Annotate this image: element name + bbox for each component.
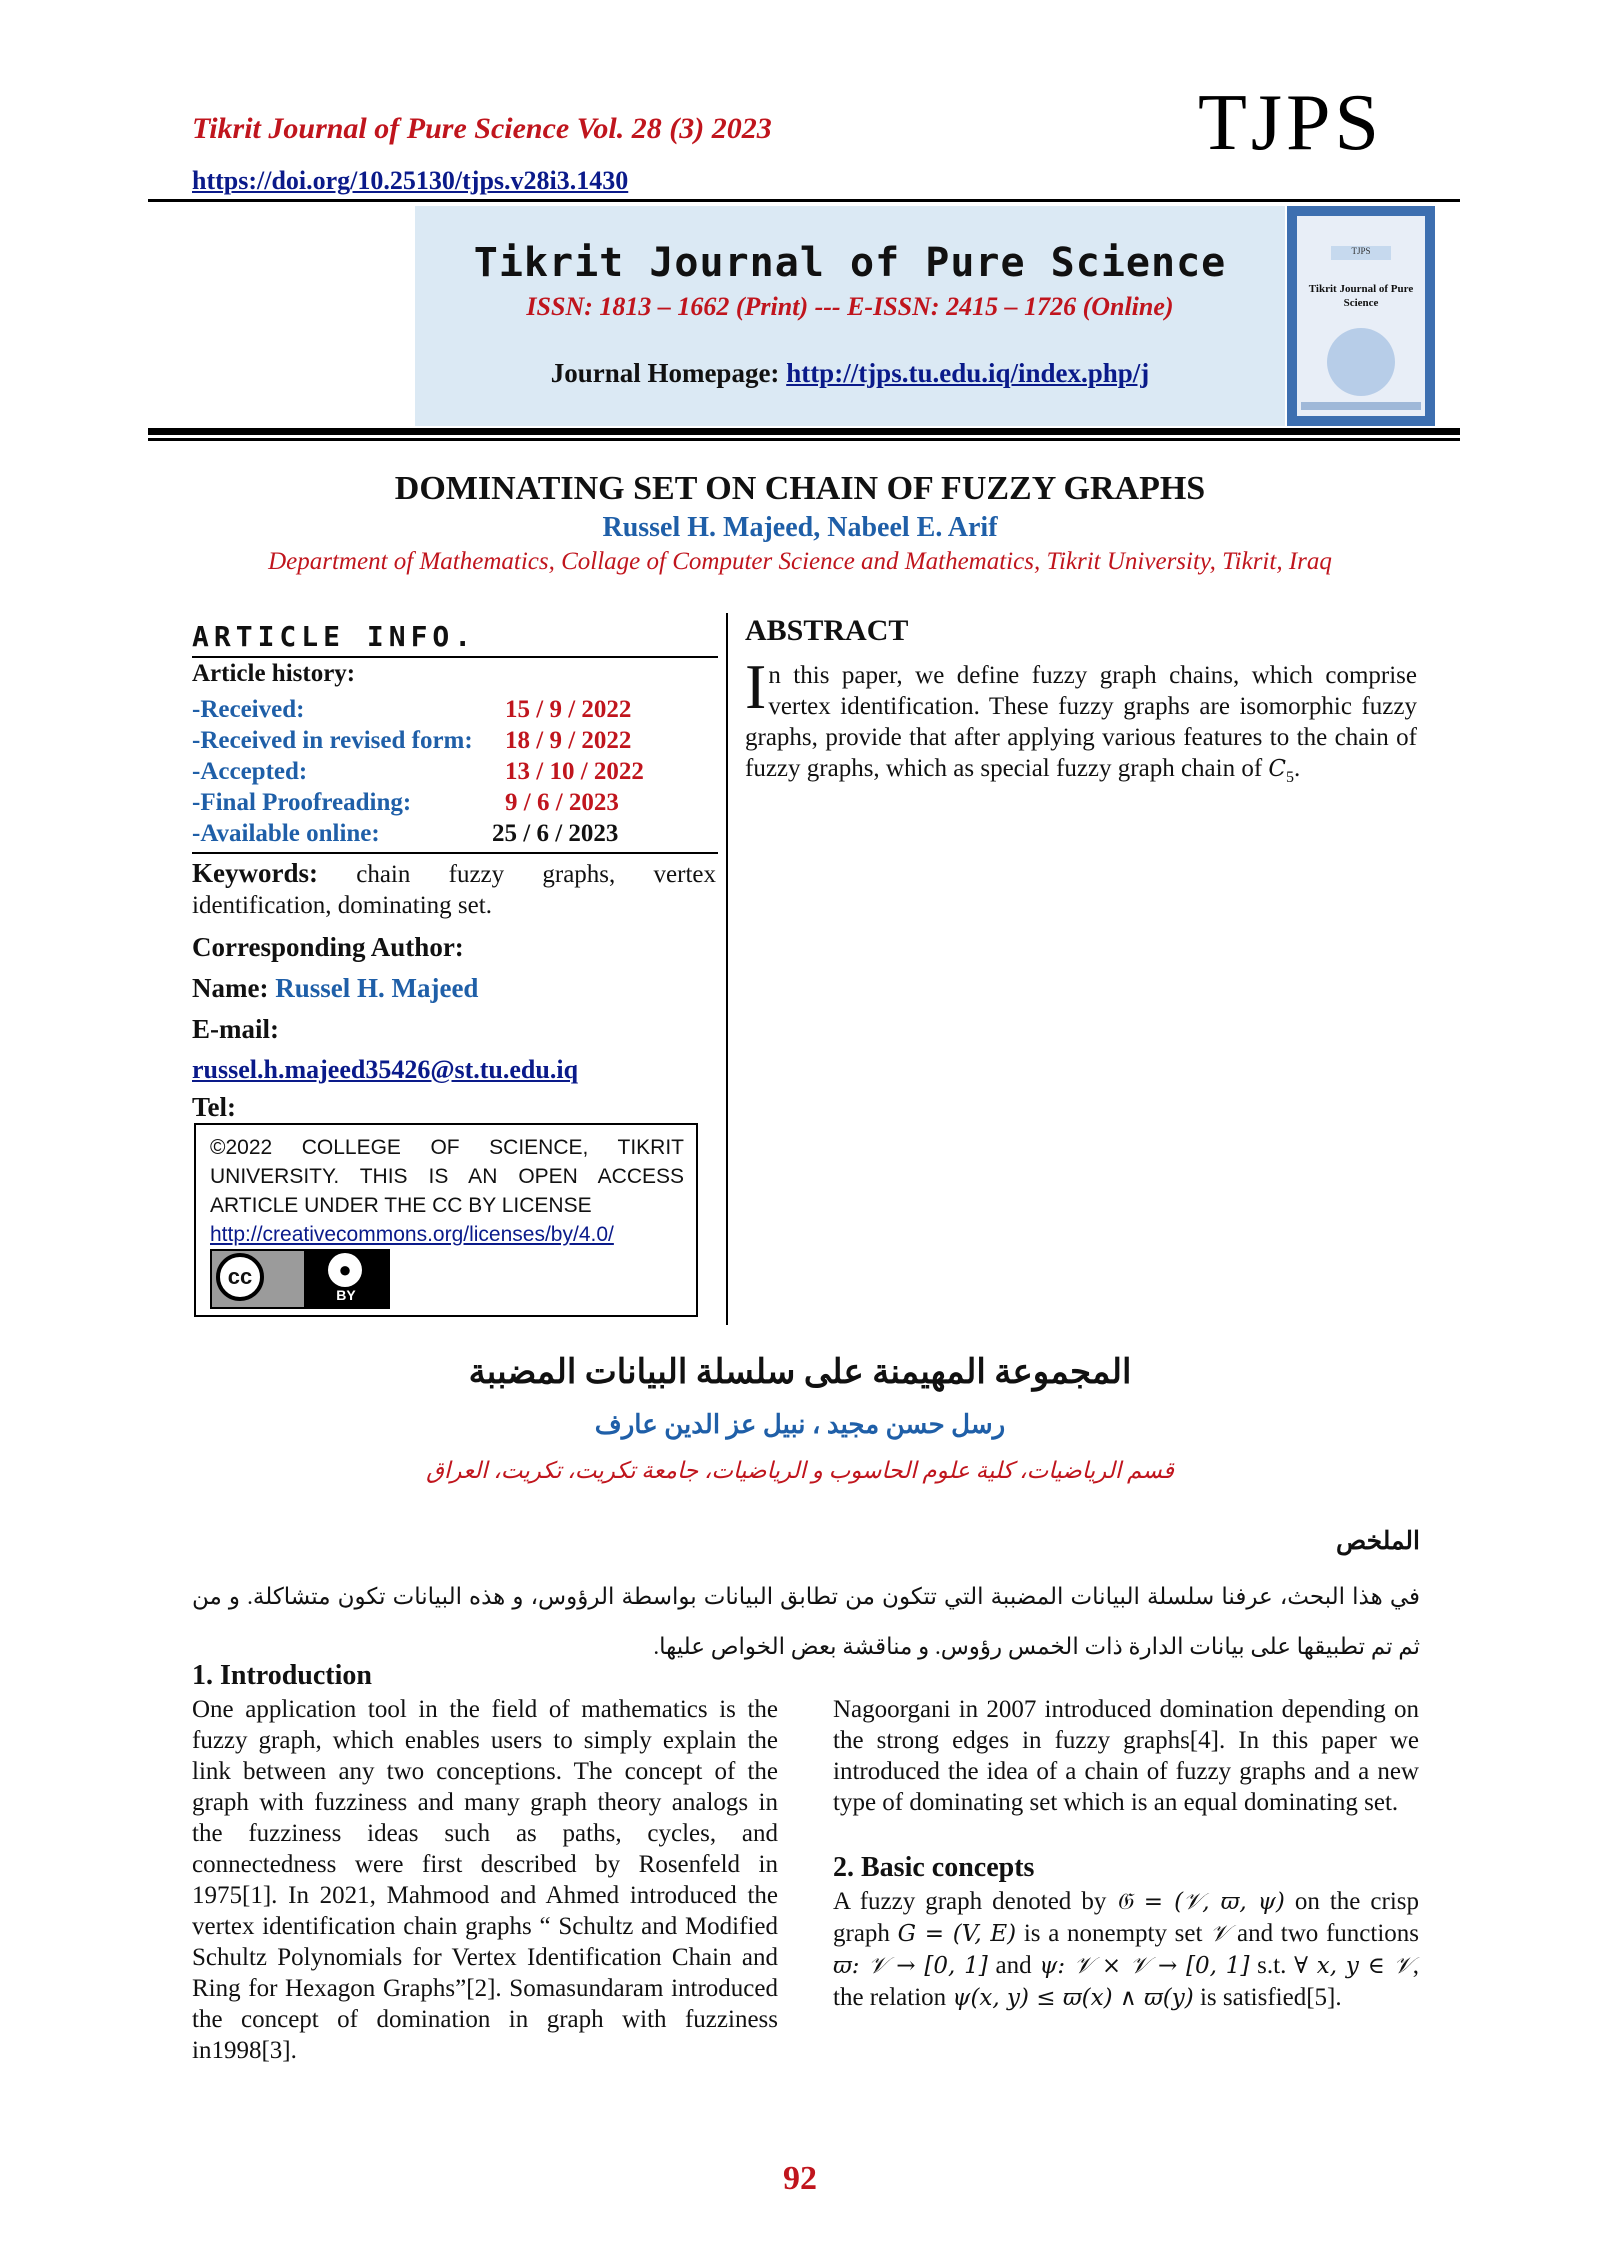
history-label: -Accepted: xyxy=(192,758,308,785)
history-label: -Received in revised form: xyxy=(192,727,473,754)
basic-math: ϖ: 𝒱 → [0, 1] xyxy=(833,1953,988,1979)
basic-math: G = (V, E) xyxy=(897,1921,1017,1947)
journal-cover-image xyxy=(1287,206,1435,426)
banner-issn: ISSN: 1813 – 1662 (Print) --- E-ISSN: 2415 – 1726 (Online) xyxy=(526,292,1174,321)
header-rule-bottom-thin xyxy=(148,438,1460,441)
intro-left-column: One application tool in the field of mathematics is the fuzzy graph, which enables users to simply explain the link between any two conceptions. The concept of the graph with fuzziness and many graph theory analogs in the fuzziness ideas such as paths, cycles, and connectedness were first described by Rosenfeld in 1975[1]. In 2021, Mahmood and Ahmed introduced the vertex identification chain graphs “ Schultz and Modified Schultz Polynomials for Vertex Identification Chain and Ring for Hexagon Graphs”[2]. Somasundaram introduced the concept of domination in graph with fuzziness in1998[3]. xyxy=(192,1696,778,2064)
paper-title: DOMINATING SET ON CHAIN OF FUZZY GRAPHS xyxy=(394,470,1206,507)
cover-panel xyxy=(1297,216,1425,416)
basic-math: ψ: 𝒱 × 𝒱 → [0, 1] xyxy=(1039,1953,1250,1979)
history-date: 25 / 6 / 2023 xyxy=(492,820,619,847)
abstract-heading: ABSTRACT xyxy=(745,614,909,647)
basic-text: A fuzzy graph denoted by xyxy=(833,1888,1117,1915)
paper-authors: Russel H. Majeed, Nabeel E. Arif xyxy=(602,512,998,543)
abstract-dropcap: I xyxy=(745,651,767,722)
license-statement: ©2022 COLLEGE OF SCIENCE, TIKRIT UNIVERSITY. THIS IS AN OPEN ACCESS ARTICLE UNDER THE CC BY LICENSE xyxy=(210,1136,684,1217)
arabic-title: المجموعة المهيمنة على سلسلة البيانات المضببة xyxy=(468,1354,1132,1391)
history-date: 15 / 9 / 2022 xyxy=(505,696,632,723)
keywords xyxy=(192,858,716,921)
journal-citation-line: Tikrit Journal of Pure Science Vol. 28 (3) 2023 xyxy=(192,112,772,145)
doi-link[interactable]: https://doi.org/10.25130/tjps.v28i3.1430 xyxy=(192,166,629,195)
email-label: E-mail: xyxy=(192,1014,279,1044)
basic-text: and two functions xyxy=(1229,1920,1420,1947)
basic-concepts-heading: 2. Basic concepts xyxy=(833,1852,1035,1883)
history-row-received xyxy=(192,696,632,724)
by-panel xyxy=(304,1251,388,1307)
basic-text: s.t. xyxy=(1249,1952,1295,1979)
history-label: -Available online: xyxy=(192,820,380,847)
abstract-body xyxy=(745,651,1417,793)
history-date: 9 / 6 / 2023 xyxy=(505,789,619,816)
paper-affiliation: Department of Mathematics, Collage of Computer Science and Mathematics, Tikrit University, Tikrit, Iraq xyxy=(268,548,1332,575)
header-rule-top xyxy=(148,199,1460,202)
cover-journal-name: Tikrit Journal of Pure Science xyxy=(1308,283,1414,309)
basic-text: on the crisp graph xyxy=(833,1888,1420,1947)
banner-homepage xyxy=(415,358,1285,389)
abstract-math: C xyxy=(1268,756,1287,782)
history-row-proofreading xyxy=(192,789,619,817)
cover-tag: TJPS xyxy=(1331,246,1391,260)
cc-icon: cc xyxy=(216,1253,264,1301)
name-label: Name: xyxy=(192,973,276,1003)
banner-title: Tikrit Journal of Pure Science xyxy=(473,240,1227,286)
article-info-heading: ARTICLE INFO. xyxy=(192,620,477,653)
basic-math: ψ(x, y) ≤ ϖ(x) ∧ ϖ(y) xyxy=(952,1985,1194,2011)
by-label: BY xyxy=(336,1287,356,1303)
cover-emblem xyxy=(1327,328,1395,396)
cc-by-badge[interactable] xyxy=(210,1249,390,1309)
email-link[interactable]: russel.h.majeed35426@st.tu.edu.iq xyxy=(192,1055,579,1084)
basic-math: ∀ x, y ∈ 𝒱 xyxy=(1294,1953,1413,1979)
journal-logo-text: TJPS xyxy=(1198,79,1383,167)
corresponding-author-label: Corresponding Author: xyxy=(192,932,464,962)
license-text-block xyxy=(210,1133,684,1249)
history-row-accepted xyxy=(192,758,644,786)
basic-math: 𝔊 = (𝒱, ϖ, ψ) xyxy=(1116,1889,1285,1915)
basic-text: and xyxy=(987,1952,1040,1979)
history-row-online xyxy=(192,820,619,848)
arabic-authors: رسل حسن مجيد ، نبيل عز الدين عارف xyxy=(594,1410,1006,1439)
history-date: 13 / 10 / 2022 xyxy=(505,758,644,785)
person-icon: ● xyxy=(328,1253,362,1287)
basic-text: is a nonempty set xyxy=(1016,1920,1211,1947)
basic-text: , the relation xyxy=(833,1952,1419,2011)
history-label: -Final Proofreading: xyxy=(192,789,412,816)
author-name: Russel H. Majeed xyxy=(275,973,479,1003)
tel-label: Tel: xyxy=(192,1092,237,1122)
column-divider xyxy=(726,613,728,1325)
arabic-abstract: في هذا البحث، عرفنا سلسلة البيانات المضببة التي تتكون من تطابق البيانات بواسطة الرؤوس، و هذه البيانات تكون متشاكلة. و من ثم تم تطبيقها على بيانات الدارة ذات الخمس رؤوس. و مناقشة بعض الخواص عليها. xyxy=(192,1584,1420,1659)
arabic-affiliation: قسم الرياضيات، كلية علوم الحاسوب و الرياضيات، جامعة تكريت، تكريت، العراق xyxy=(426,1458,1174,1483)
cover-footer-band xyxy=(1301,402,1421,410)
arabic-abstract-heading: الملخص xyxy=(1335,1528,1420,1555)
homepage-label: Journal Homepage: xyxy=(550,358,787,388)
homepage-link[interactable]: http://tjps.tu.edu.iq/index.php/j xyxy=(786,358,1150,388)
page-number: 92 xyxy=(783,2160,817,2197)
article-history-label: Article history: xyxy=(192,660,356,687)
history-rule xyxy=(192,852,718,854)
intro-right-column: Nagoorgani in 2007 introduced domination depending on the strong edges in fuzzy graphs[4]. In this paper we introduced the idea of a chain of fuzzy graphs and a new type of dominating set which is an equal dominating set. xyxy=(833,1696,1419,1816)
abstract-math-sub: 5 xyxy=(1286,769,1295,786)
keywords-text: chain fuzzy graphs, vertex identification, dominating set. xyxy=(192,861,716,919)
article-info-rule xyxy=(192,656,718,658)
basic-text: is satisfied[5]. xyxy=(1193,1984,1342,2011)
abstract-text: n this paper, we define fuzzy graph chains, which comprise vertex identification. These fuzzy graphs are isomorphic fuzzy graphs, provide that after applying various features to the chain of fuzzy graphs, which as special fuzzy graph chain of xyxy=(745,662,1417,782)
license-link[interactable]: http://creativecommons.org/licenses/by/4.0/ xyxy=(210,1223,614,1246)
history-date: 18 / 9 / 2022 xyxy=(505,727,632,754)
header-rule-bottom xyxy=(148,428,1460,435)
abstract-end: . xyxy=(1294,755,1301,782)
history-label: -Received: xyxy=(192,696,305,723)
basic-math: 𝒱 xyxy=(1210,1921,1230,1947)
history-row-revised xyxy=(192,727,632,755)
intro-heading: 1. Introduction xyxy=(192,1660,372,1691)
basic-concepts-body xyxy=(833,1886,1419,2014)
author-name-row xyxy=(192,973,478,1004)
keywords-label: Keywords: xyxy=(192,858,318,888)
license-box xyxy=(194,1123,698,1317)
